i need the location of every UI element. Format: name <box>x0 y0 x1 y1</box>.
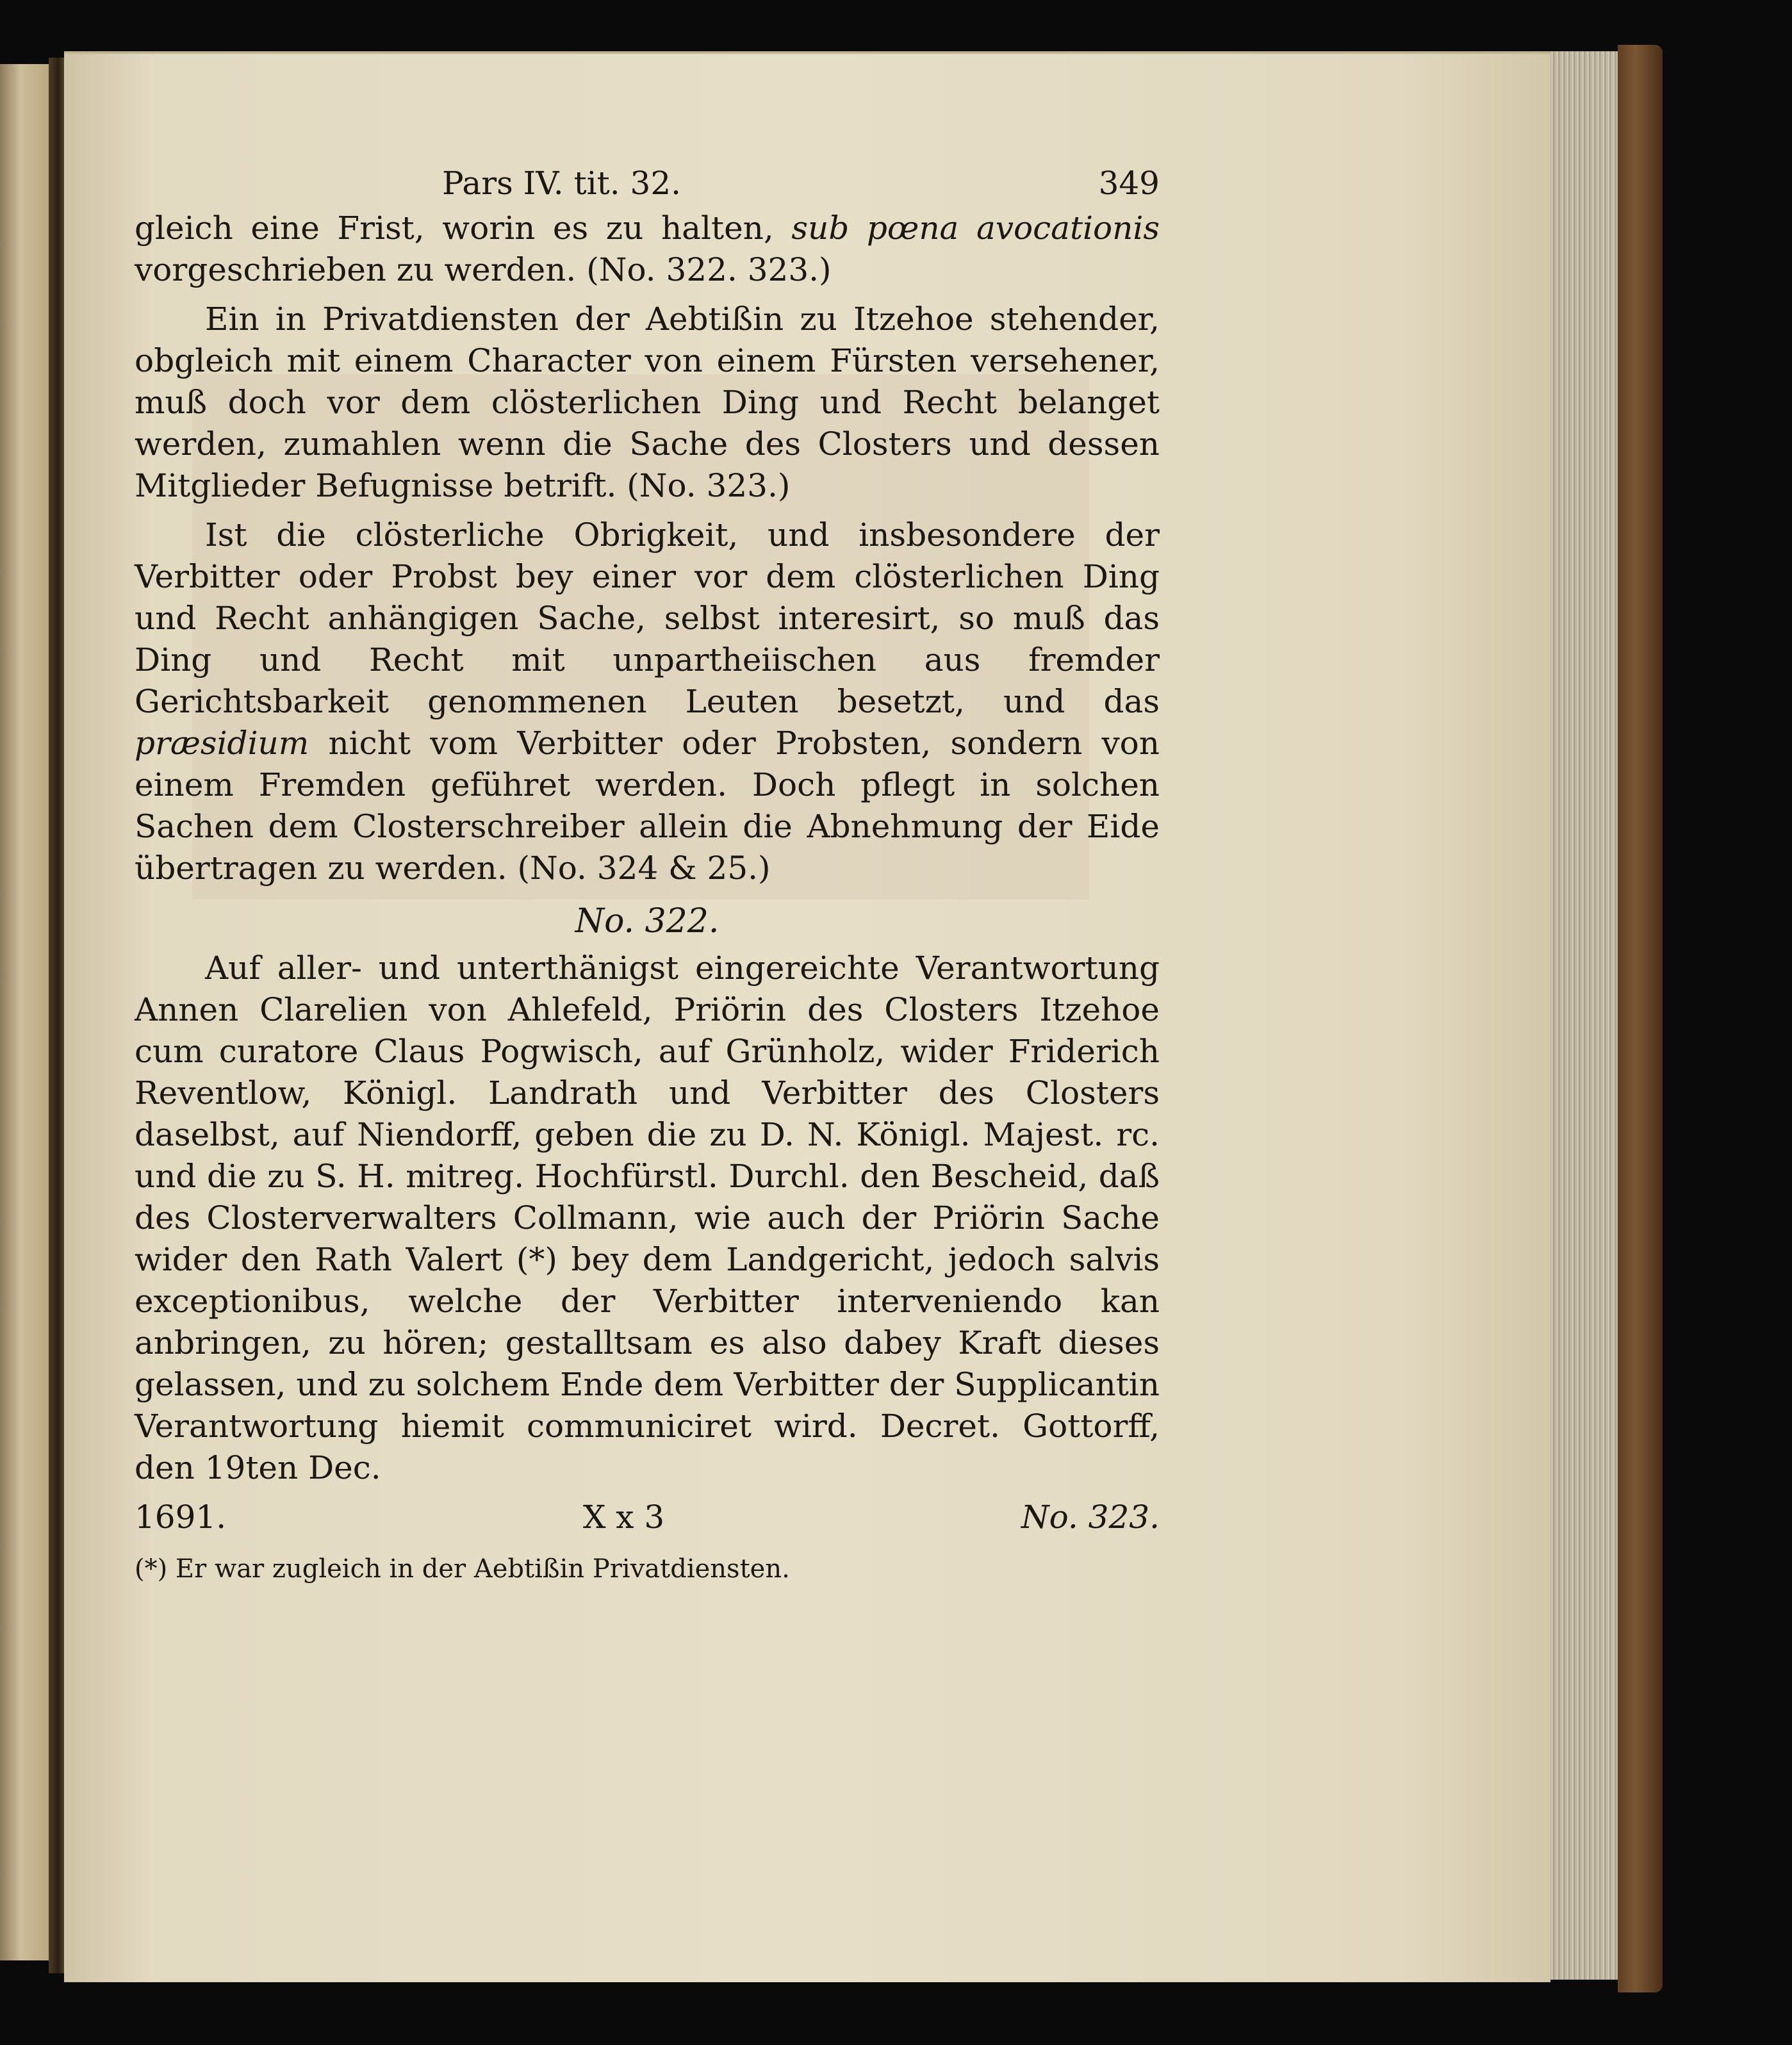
page-header <box>135 163 1160 208</box>
paragraph-text: nicht vom Verbitter oder Probsten, sondern von einem Fremden geführet werden. Doch pflegt in solchen Sachen dem Closterschreiber allein die Abnehmung der Eide übertragen zu werden. (No. 324 & 25.) <box>135 725 1160 887</box>
page-edges <box>1550 51 1621 1980</box>
signature-mark: X x 3 <box>582 1499 665 1536</box>
catchword: No. 323. <box>1021 1499 1160 1536</box>
section-heading: No. 322. <box>575 902 719 940</box>
decree-text: Auf aller- und unterthänigst eingereichte Verantwortung Annen Clarelien von Ahlefeld, Priörin des Closters Itzehoe cum curatore Claus Pogwisch, auf Grünholz, wider Friderich Reventlow, Königl. Landrath und Verbitter des Closters daselbst, auf Niendorff, geben die zu D. N. Königl. Majest. rc. und die zu S. H. mitreg. Hochfürstl. Durchl. den Bescheid, daß des Closterverwalters Collmann, wie auch der Priörin Sache wider den Rath Valert (*) bey dem Landgericht, jedoch salvis exceptionibus, welche der Verbitter interveniendo kan anbringen, zu hören; gestalltsam es also dabey Kraft dieses gelassen, und zu solchem Ende dem Verbitter der Supplicantin Verantwortung hiemit communiciret wird. Decret. Gottorff, den 19ten Dec. <box>135 949 1160 1486</box>
running-title: Pars IV. tit. 32. <box>442 165 682 202</box>
page <box>64 51 1550 1982</box>
signature-line <box>135 1497 1160 1538</box>
paragraph-continuation <box>135 208 1160 291</box>
facing-page-edge <box>0 64 51 1960</box>
page-number: 349 <box>1098 165 1160 202</box>
decree-year: 1691. <box>135 1499 227 1536</box>
paragraph-text: Ein in Privatdiensten der Aebtißin zu Itzehoe stehender, obgleich mit einem Character von einem Fürsten versehener, muß doch vor dem clösterlichen Ding und Recht belanget werden, zumahlen wenn die Sache des Closters und dessen Mitglieder Befugnisse betrift. (No. 323.) <box>135 300 1160 504</box>
book-photograph <box>0 38 1679 1999</box>
paragraph-text: Ist die clösterliche Obrigkeit, und insbesondere der Verbitter oder Probst bey einer vor dem clösterlichen Ding und Recht anhängigen Sache, selbst interesirt, so muß das Ding und Recht mit unpartheiischen aus fremder Gerichtsbarkeit genommenen Leuten besetzt, und das <box>135 516 1160 720</box>
latin-term: præsidium <box>135 725 309 762</box>
latin-phrase: sub pœna avocationis <box>791 209 1160 247</box>
page-text <box>135 163 1160 1587</box>
paragraph <box>135 514 1160 889</box>
paragraph-text: vorgeschrieben zu werden. (No. 322. 323.) <box>135 251 832 288</box>
paragraph-text: gleich eine Frist, worin es zu halten, <box>135 209 792 247</box>
paragraph <box>135 299 1160 507</box>
footnote: (*) Er war zugleich in der Aebtißin Privatdiensten. <box>135 1554 790 1584</box>
book-cover <box>1618 45 1663 1992</box>
